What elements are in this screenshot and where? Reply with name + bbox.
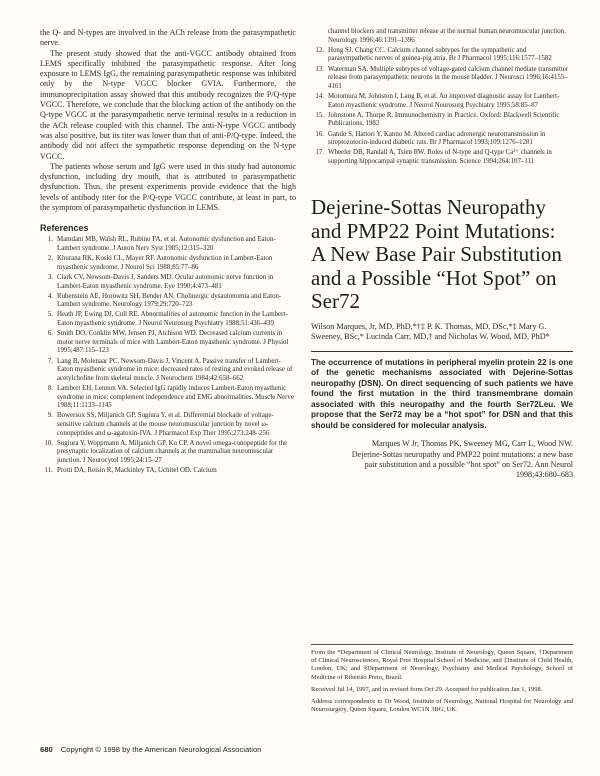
- reference-item: [311, 93, 573, 110]
- reference-item: [40, 255, 296, 272]
- reference-text: Smith DO, Conklin MW, Jensen PJ, Atchison WD. Decreased calcium currents in motor nerve terminals of mice with Lambert-Eaton myasthenic syndrome. J Physiol 1995;487:115–123: [57, 330, 289, 355]
- reference-number: 3.: [47, 273, 53, 281]
- reference-item: [40, 467, 296, 476]
- reference-item: [311, 47, 573, 64]
- article-abstract: The occurrence of mutations in peripheral myelin protein 22 is one of the genetic mechanisms associated with Dejerine-Sottas neuropathy (DSN). On direct sequencing of such patients we have found the first mutation in the third transmembrane domain associated with this neuropathy and the fourth Ser72Leu. We propose that the Ser72 may be a “hot spot” for DSN and that this should be considered for molecular analysis.: [311, 357, 573, 430]
- reference-item: [40, 358, 296, 384]
- reference-item: [311, 28, 573, 45]
- reference-text: Lambert EH, Lennon VA. Selected IgG rapidly induces Lambert-Eaton myasthenic syndrome in mice: complement independence and EMG abnormalities. Muscle Nerve 1988;11:1133–1145: [57, 385, 294, 410]
- reference-item: [40, 311, 296, 328]
- references-list-right: [311, 28, 573, 166]
- reference-item: [40, 412, 296, 438]
- article-authors: Wilson Marques, Jr, MD, PhD,*†‡ P. K. Thomas, MD, DSc,*‡ Mary G. Sweeney, BSc,* Lucinda Carr, MD,† and Nicholas W. Wood, MD, PhD*: [311, 321, 550, 342]
- reference-item: [40, 274, 296, 291]
- reference-number: 12.: [315, 46, 324, 54]
- reference-text: Wheeler DB, Randall A, Tsien RW. Roles of N-type and Q-type Ca²⁺ channels in supporting hippocampal synaptic transmission. Science 1994;264:107–111: [328, 149, 552, 165]
- reference-text: Clark CV, Newsom-Davis J, Sanders MD. Ocular autonomic nerve function in Lambert-Eaton myasthenic syndrome. Eye 1990;4:473–481: [57, 273, 274, 290]
- reference-item: [40, 385, 296, 411]
- reference-number: 6.: [47, 330, 53, 338]
- article-title: Dejerine-Sottas Neuropathy and PMP22 Point Mutations: A New Base Pair Substitution and a Possible “Hot Spot” on Ser72: [311, 195, 562, 314]
- reference-number: 4.: [47, 292, 53, 300]
- reference-item: [311, 131, 573, 148]
- reference-text: Hong SJ, Chang CC. Calcium channel subtypes for the sympathetic and parasympathetic nerves of guinea-pig atria. Br J Pharmacol 1995;116:1577–1582: [328, 46, 552, 63]
- reference-text: Johnstone A, Thorpe R. Immunochemistry in Practice. Oxford: Blackwell Scientific Publications, 1982: [328, 111, 560, 128]
- reference-number: 9.: [47, 412, 53, 420]
- reference-item: [40, 440, 296, 466]
- article-footnote: [311, 644, 573, 718]
- reference-item: [40, 236, 296, 253]
- body-paragraph: The patients whose serum and IgG were used in this study had autonomic dysfunction, including dry mouth, that is attributed to parasympathetic dysfunction. Thus, the present experiments provide evidence that the high levels of antibody titer for the P/Q-type VGCC contribute, at least in part, to the symptom of parasympathetic dysfunction in LEMS.: [40, 161, 296, 213]
- reference-number: 14.: [315, 92, 324, 100]
- footnote-address: Address correspondence to Dr Wood, Institute of Neurology, National Hospital for Neurology and Neurosurgery, Queen Square, London WC1N 3BG, UK.: [311, 698, 573, 714]
- reference-text: Mamdani MB, Walsh RL, Rubino FA, et al. Autonomic dysfunction and Eaton-Lambert syndrome. J Auton Nerv Syst 1985;12:315–320: [57, 236, 276, 252]
- reference-text: channel blockers and transmitter release at the normal human neuromuscular junction. Neurology 1996;46:1391–1396: [328, 28, 566, 44]
- reference-item: [40, 293, 296, 310]
- reference-text: Protti DA, Reisin R, Mackinley TA, Uchitel OD. Calcium: [57, 467, 217, 475]
- reference-number: 1.: [47, 236, 53, 244]
- reference-number: 15.: [315, 111, 324, 119]
- reference-number: 16.: [315, 130, 324, 138]
- left-column: [40, 28, 296, 477]
- copyright-notice: Copyright © 1998 by the American Neurological Association: [60, 745, 262, 754]
- reference-number: 17.: [315, 149, 324, 157]
- references-heading: References: [40, 223, 89, 234]
- reference-number: 5.: [47, 311, 53, 319]
- reference-text: Rubenstein AE, Horowitz SH, Bender AN. Cholinergic dysautonomia and Eaton-Lambert syndrome. Neurology 1979;29:720–723: [57, 292, 282, 309]
- footnote-affiliations: From the *Department of Clinical Neurology, Institute of Neurology, Queen Square, †Department of Clinical Neurosciences, Royal Free Hospital School of Medicine, and ‡Institute of Child Health, London, UK; and §Department of Neurology, Psychiatry and Medical Psychology, School of Medicine of Ribeirão Preto, Brazil.: [311, 649, 573, 681]
- right-column: [311, 28, 573, 480]
- reference-text: Lang B, Molenaar PC, Newsom-Davis J, Vincent A. Passive transfer of Lambert-Eaton myasthenic syndrome in mice: decreased rates of resting and evoked release of acetylcholine from skeletal muscle. J Neurochem 1984;42:658–662: [57, 357, 293, 382]
- reference-number: 13.: [315, 65, 324, 73]
- reference-item: [40, 330, 296, 356]
- section-divider: [311, 351, 573, 352]
- page-number: 680: [40, 745, 53, 754]
- reference-item: [311, 149, 573, 166]
- reference-text: Bowersox SS, Miljanich GP, Sugiura Y, et al. Differential blockade of voltage-sensitive calcium channels at the mouse neuromuscular junction by novel ω-conopeptides and ω-agatoxin-IVA. J Pharmacol Exp Ther 1995;273:248–256: [57, 412, 274, 437]
- reference-number: [311, 28, 328, 45]
- reference-number: 8.: [47, 385, 53, 392]
- reference-text: Waterman SA. Multiple subtypes of voltage-gated calcium channel mediate transmitter release from parasympathetic neurons in the mouse bladder. J Neurosci 1996;16:4155–4161: [328, 65, 569, 90]
- reference-text: Khurana RK, Koski CL, Mayer RF. Autonomic dysfunction in Lambert-Eaton myasthenic syndrome. J Neurol Sci 1988;85:77–86: [57, 255, 273, 271]
- reference-number: 11.: [44, 467, 53, 475]
- reference-text: Motomura M, Johnston I, Lang B, et al. An improved diagnostic assay for Lambert-Eaton myasthenic syndrome. J Neurol Neurosurg Psychiatry 1995;58:85–87: [328, 92, 560, 109]
- article-citation: Marques W Jr, Thomas PK, Sweeney MG, Carr L, Wood NW. Dejerine-Sottas neuropathy and PMP22 point mutations: a new base pair substitution and a possible “hot spot” on Ser72. Ann Neurol 1998;43:680–683: [351, 439, 573, 480]
- reference-text: Gando S, Hattori Y, Kanno M. Altered cardiac adrenergic neurotransmission in streptozotocin-induced diabetic rats. Br J Pharmacol 1993;109:1276–1281: [328, 130, 546, 147]
- reference-text: Heath JP, Ewing DJ, Cull RE. Abnormalities of autonomic function in the Lambert-Eaton myasthenic syndrome. J Neurol Neurosurg Psychiatry 1988;51:436–439: [57, 311, 288, 328]
- reference-number: 2.: [47, 255, 53, 263]
- footnote-received: Received Jul 14, 1997, and in revised form Oct 29. Accepted for publication Jan 1, 1998.: [311, 685, 543, 693]
- body-paragraph: the Q- and N-types are involved in the ACh release from the parasympathetic nerve.: [40, 28, 296, 48]
- reference-number: 10.: [44, 439, 53, 447]
- references-list-left: [40, 236, 296, 475]
- reference-text: Sugiura Y, Woppmann A, Miljanich GP, Ko CP. A novel omega-conopeptide for the presynaptic localization of calcium channels at the mammalian neuromuscular junction. J Neurocytol 1995;24:15–27: [57, 439, 288, 464]
- reference-item: [311, 66, 573, 92]
- body-paragraph: The present study showed that the anti-VGCC antibody obtained from LEMS specifically inhibited the parasympathetic response. After long exposure to LEMS IgG, the remaining parasympathetic response was inhibited only by the N-type VGCC blocker GVIA. Furthermore, the immunoprecipitation assay showed that this antibody recognizes the P/Q-type VGCC. Therefore, we conclude that the blocking action of the antibody on the Q-type VGCC at the parasympathetic nerve terminal results in a reduction in the ACh release coupled with this channel. The anti-N-type VGCC antibody was also positive, but its titer was lower than that of anti-P/Q-type. Indeed, the antibody did not affect the sympathetic response depending on the N-type VGCC.: [40, 48, 296, 161]
- reference-number: 7.: [47, 357, 53, 365]
- page-footer: [40, 745, 261, 754]
- reference-item: [311, 112, 573, 129]
